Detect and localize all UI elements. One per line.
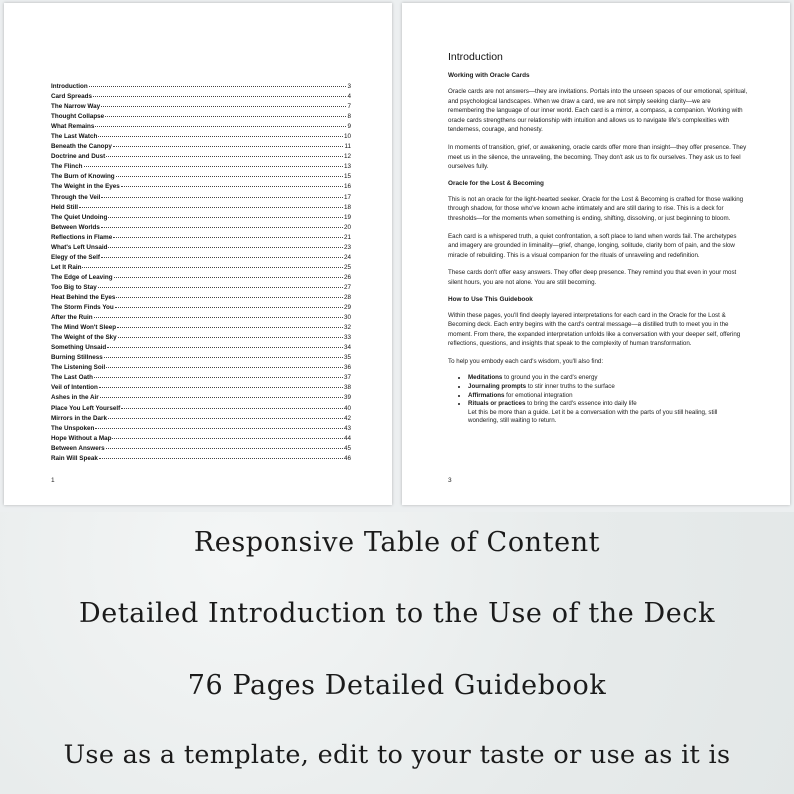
toc-entry-title: Introduction xyxy=(51,83,88,90)
toc-entry-title: Elegy of the Self xyxy=(51,253,100,261)
page-title: Introduction xyxy=(448,51,503,63)
toc-entry-page: 28 xyxy=(343,293,351,301)
toc-entry-title: Doctrine and Dust xyxy=(51,153,106,161)
toc-leader-dots xyxy=(101,219,343,228)
toc-entry-title: Rain Will Speak xyxy=(51,454,98,462)
toc-entry-title: Something Unsaid xyxy=(51,344,107,352)
toc-leader-dots xyxy=(94,369,343,378)
toc-entry-page: 18 xyxy=(343,203,351,211)
toc-entry-page: 19 xyxy=(343,213,351,221)
toc-entry-page: 7 xyxy=(347,103,351,111)
toc-leader-dots xyxy=(98,128,343,137)
toc-entry-title: Between Worlds xyxy=(51,223,100,231)
toc-entry-title: Held Still xyxy=(51,203,78,211)
toc-entry-title: The Weight of the Sky xyxy=(51,334,117,342)
toc-leader-dots xyxy=(108,209,343,218)
toc-leader-dots xyxy=(116,168,343,177)
toc-entry-title: Through the Veil xyxy=(51,193,101,201)
toc-leader-dots xyxy=(112,430,343,439)
paragraph: To help you embody each card's wisdom, you'll also find: xyxy=(448,357,604,365)
toc-entry-title: The Storm Finds You xyxy=(51,304,114,312)
toc-entry-title: Beneath the Canopy xyxy=(51,143,112,151)
toc-leader-dots xyxy=(98,279,343,288)
toc-leader-dots xyxy=(95,420,343,429)
toc-entry-title: Ashes in the Air xyxy=(51,394,99,402)
toc-leader-dots xyxy=(95,118,346,127)
toc-entry-page: 27 xyxy=(343,283,351,291)
toc-entry-page: 37 xyxy=(343,374,351,382)
toc-entry-title: Veil of Intention xyxy=(51,384,98,392)
paragraph: Each card is a whispered truth, a quiet confrontation, a soft place to land when words fail. The archetypes and imagery are grounded in liminality—grief, change, longing, solitude, clarity born of pain, and the slow miracle of rebuilding. This is a visual companion for the rituals of unraveling and redefinition. xyxy=(448,232,737,259)
toc-entry-title: The Flinch xyxy=(51,163,83,171)
toc-entry-page: 43 xyxy=(343,424,351,432)
toc-leader-dots xyxy=(116,289,343,298)
toc-leader-dots xyxy=(101,98,346,107)
table-of-contents xyxy=(51,79,351,461)
toc-entry-title: What's Left Unsaid xyxy=(51,243,108,251)
toc-leader-dots xyxy=(107,339,343,348)
toc-leader-dots xyxy=(114,269,343,278)
toc-entry-page: 15 xyxy=(343,173,351,181)
list-item-text: to bring the card's essence into daily life xyxy=(525,400,637,408)
toc-leader-dots xyxy=(121,178,343,187)
toc-entry-page: 46 xyxy=(343,454,351,462)
list-item xyxy=(468,383,748,392)
toc-leader-dots xyxy=(108,239,343,248)
caption-line: Detailed Introduction to the Use of the Deck xyxy=(78,598,716,629)
list-item-text: for emotional integration xyxy=(504,391,573,399)
toc-entry-title: The Unspoken xyxy=(51,424,95,432)
toc-entry-page: 29 xyxy=(343,304,351,312)
list-item-text: to ground you in the card's energy xyxy=(502,374,598,382)
feature-list xyxy=(448,374,748,426)
toc-entry-page: 9 xyxy=(347,123,351,131)
page-number: 1 xyxy=(51,477,55,484)
toc-entry-page: 30 xyxy=(343,314,351,322)
section-heading-how-to-use: How to Use This Guidebook xyxy=(448,295,533,303)
toc-entry-page: 44 xyxy=(343,434,351,442)
toc-entry-page: 25 xyxy=(343,263,351,271)
toc-entry-title: After the Ruin xyxy=(51,314,93,322)
toc-entry-title: The Listening Soil xyxy=(51,364,106,372)
section-heading-working-with-cards: Working with Oracle Cards xyxy=(448,72,530,79)
toc-entry-title: The Narrow Way xyxy=(51,103,101,111)
toc-page xyxy=(4,3,392,505)
toc-entry-page: 24 xyxy=(343,253,351,261)
list-item xyxy=(468,392,748,401)
toc-entry-title: Heat Behind the Eyes xyxy=(51,293,116,301)
paragraph: In moments of transition, grief, or awakening, oracle cards offer more than insight—they offer presence. They meet us in the silence, the unraveling, the becoming. They don't ask us to fix ourselves. They ask us to feel ourselves fully. xyxy=(448,143,747,171)
toc-entry-page: 42 xyxy=(343,414,351,422)
toc-leader-dots xyxy=(99,450,343,459)
toc-entry-title: Between Answers xyxy=(51,444,105,452)
toc-leader-dots xyxy=(118,329,343,338)
toc-entry-title: The Mind Won't Sleep xyxy=(51,324,117,332)
toc-leader-dots xyxy=(106,440,343,449)
toc-leader-dots xyxy=(106,359,343,368)
list-item xyxy=(468,374,748,383)
toc-entry-title: Card Spreads xyxy=(51,93,92,101)
toc-entry-page: 40 xyxy=(343,404,351,412)
toc-leader-dots xyxy=(121,400,343,409)
toc-entry-page: 3 xyxy=(347,83,351,90)
toc-entry-page: 33 xyxy=(343,334,351,342)
toc-leader-dots xyxy=(106,148,343,157)
list-item-label: Affirmations xyxy=(468,391,505,399)
paragraph: These cards don't offer easy answers. They offer deep presence. They remind you that even in your most silent hours, you are not alone. You are still becoming. xyxy=(448,269,737,286)
toc-entry-page: 45 xyxy=(343,444,351,452)
list-item-label: Rituals or practices xyxy=(468,400,526,408)
toc-entry-page: 26 xyxy=(343,273,351,281)
toc-leader-dots xyxy=(84,158,343,167)
toc-entry-page: 13 xyxy=(343,163,351,171)
toc-leader-dots xyxy=(113,229,343,238)
toc-entry-title: Thought Collapse xyxy=(51,113,105,121)
toc-leader-dots xyxy=(99,379,343,388)
toc-entry-page: 21 xyxy=(343,233,351,241)
list-item-label: Journaling prompts xyxy=(468,383,527,391)
toc-leader-dots xyxy=(101,189,343,198)
toc-leader-dots xyxy=(79,199,343,208)
toc-leader-dots xyxy=(108,410,343,419)
caption-line: Responsive Table of Content xyxy=(193,527,601,558)
toc-entry-title: The Burn of Knowing xyxy=(51,173,115,181)
toc-leader-dots xyxy=(113,138,344,147)
paragraph: Within these pages, you'll find deeply layered interpretations for each card in the Oracle for the Lost & Becoming deck. Each entry begins with the card's central message—a distilled truth to meet you in the moment. From there, the expanded interpretation unfolds like a conversation with your deeper self, offering reflections, questions, and insights that speak to the complexity of human transformation. xyxy=(448,311,741,348)
toc-entry-title: The Edge of Leaving xyxy=(51,273,113,281)
toc-entry-title: The Last Watch xyxy=(51,133,98,141)
toc-entry-page: 16 xyxy=(343,183,351,191)
toc-entry-page: 35 xyxy=(343,354,351,362)
introduction-page xyxy=(402,3,790,505)
toc-leader-dots xyxy=(101,249,343,258)
toc-leader-dots xyxy=(104,349,343,358)
toc-entry-page: 12 xyxy=(343,153,351,161)
toc-leader-dots xyxy=(117,319,343,328)
toc-entry-title: The Weight in the Eyes xyxy=(51,183,120,191)
toc-entry-title: Burning Stillness xyxy=(51,354,103,362)
list-item-label: Meditations xyxy=(468,374,503,382)
toc-leader-dots xyxy=(100,389,343,398)
toc-entry-page: 39 xyxy=(343,394,351,402)
toc-leader-dots xyxy=(93,88,347,97)
toc-entry-title: What Remains xyxy=(51,123,95,131)
caption-line: 76 Pages Detailed Guidebook xyxy=(187,670,607,701)
paragraph: This is not an oracle for the light-hearted seeker. Oracle for the Lost & Becoming is crafted for those walking through shadow, for those who've known ache intimately and are still daring to rise. This is a deck for thresholds—for the moments when something is ending, shifting, dissolving, or just beginning to bloom. xyxy=(448,195,744,222)
toc-entry-page: 38 xyxy=(343,384,351,392)
caption-line: Use as a template, edit to your taste or use as it is xyxy=(63,740,731,770)
toc-entry-page: 11 xyxy=(344,143,351,151)
toc-leader-dots xyxy=(82,259,343,268)
toc-entry-title: The Quiet Undoing xyxy=(51,213,108,221)
toc-leader-dots xyxy=(89,78,347,87)
introduction-content xyxy=(448,51,748,426)
section-heading-oracle: Oracle for the Lost & Becoming xyxy=(448,179,544,187)
toc-entry-page: 34 xyxy=(343,344,351,352)
page-number: 3 xyxy=(448,477,452,484)
list-item xyxy=(468,400,748,426)
list-item-text: to stir inner truths to the surface xyxy=(526,383,615,391)
closing-text: Let this be more than a guide. Let it be a conversation with the parts of you still healing, still wondering, still waiting to return. xyxy=(468,408,718,425)
toc-entry-page: 32 xyxy=(343,324,351,332)
toc-leader-dots xyxy=(105,108,346,117)
paragraph: Oracle cards are not answers—they are invitations. Portals into the unseen spaces of our emotional, spiritual, and psychological landscapes. When we draw a card, we are not simply seeking clarity—we are remembering the language of our inner world. Each card is a mirror, a compass, a companion. Working with oracle cards strengthens our relationship with intuition and allows us to navigate life's complexities with tenderness, courage, and honesty. xyxy=(448,88,748,134)
toc-entry-title: Let It Rain xyxy=(51,263,82,271)
toc-entry-page: 4 xyxy=(347,93,351,101)
toc-entry-page: 20 xyxy=(343,223,351,231)
toc-entry-page: 23 xyxy=(343,243,351,251)
toc-entry-title: Hope Without a Map xyxy=(51,434,112,442)
toc-entry-title: Too Big to Stay xyxy=(51,283,97,291)
toc-entry-title: Reflections in Flame xyxy=(51,233,113,241)
toc-leader-dots xyxy=(115,299,343,308)
toc-entry-title: The Last Oath xyxy=(51,374,93,382)
toc-entry-page: 17 xyxy=(343,193,351,201)
toc-entry-page: 36 xyxy=(343,364,351,372)
toc-entry-title: Mirrors in the Dark xyxy=(51,414,107,422)
toc-entry-page: 10 xyxy=(343,133,351,141)
toc-entry-title: Place You Left Yourself xyxy=(51,404,121,412)
toc-entry-page: 8 xyxy=(347,113,351,121)
toc-leader-dots xyxy=(94,309,343,318)
